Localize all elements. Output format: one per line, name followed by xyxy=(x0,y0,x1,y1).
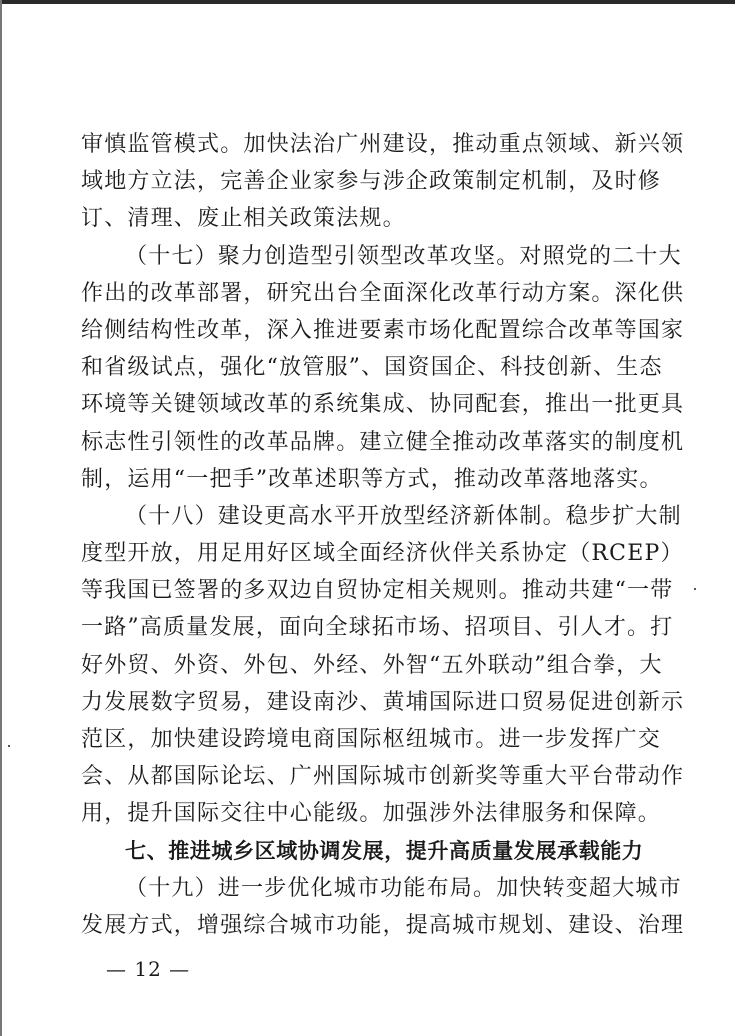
text-line: 会、从都国际论坛、广州国际城市创新奖等重大平台带动作 xyxy=(81,764,685,790)
text-line: 等我国已签署的多双边自贸协定相关规则。推动共建“一带 xyxy=(81,578,674,604)
text-line: 订、清理、废止相关政策法规。 xyxy=(81,206,406,232)
text-line: 用，提升国际交往中心能级。加强涉外法律服务和保障。 xyxy=(81,801,662,827)
text-line: 审慎监管模式。加快法治广州建设，推动重点领域、新兴领 xyxy=(81,132,685,157)
text-line: 环境等关键领域改革的系统集成、协同配套，推出一批更具 xyxy=(81,392,685,418)
text-line: 一路”高质量发展，面向全球拓市场、招项目、引人才。打 xyxy=(81,615,674,641)
scan-edge-left xyxy=(0,0,2,1036)
text-line: 发展方式，增强综合城市功能，提高城市规划、建设、治理 xyxy=(81,912,685,938)
text-line: 好外贸、外资、外包、外经、外智“五外联动”组合拳，大 xyxy=(81,652,663,678)
paragraph-17-start: （十七）聚力创造型引领型改革攻坚。对照党的二十大 xyxy=(125,243,682,269)
paragraph-19-start: （十九）进一步优化城市功能布局。加快转变超大城市 xyxy=(125,875,682,901)
paragraph-18-start: （十八）建设更高水平开放型经济新体制。稳步扩大制 xyxy=(125,503,682,529)
text-line: 制，运用“一把手”改革述职等方式，推动改革落地落实。 xyxy=(81,466,663,492)
document-body xyxy=(81,126,685,944)
text-line: 和省级试点，强化“放管服”、国资国企、科技创新、生态 xyxy=(81,355,663,381)
scan-speck xyxy=(694,588,696,590)
scan-speck xyxy=(8,745,10,747)
scan-edge-top xyxy=(0,0,735,4)
text-line: 作出的改革部署，研究出台全面深化改革行动方案。深化供 xyxy=(81,280,685,306)
section-heading: 七、推进城乡区域协调发展，提升高质量发展承载能力 xyxy=(125,838,644,863)
page-number: — 12 — xyxy=(106,957,191,981)
text-line: 标志性引领性的改革品牌。建立健全推动改革落实的制度机 xyxy=(81,429,685,455)
text-line: 度型开放，用足用好区域全面经济伙伴关系协定（RCEP） xyxy=(81,541,684,567)
text-line: 给侧结构性改革，深入推进要素市场化配置综合改革等国家 xyxy=(81,317,685,343)
text-line: 域地方立法，完善企业家参与涉企政策制定机制，及时修 xyxy=(81,169,662,195)
text-line: 力发展数字贸易，建设南沙、黄埔国际进口贸易促进创新示 xyxy=(81,689,685,715)
text-line: 范区，加快建设跨境电商国际枢纽城市。进一步发挥广交 xyxy=(81,727,662,752)
